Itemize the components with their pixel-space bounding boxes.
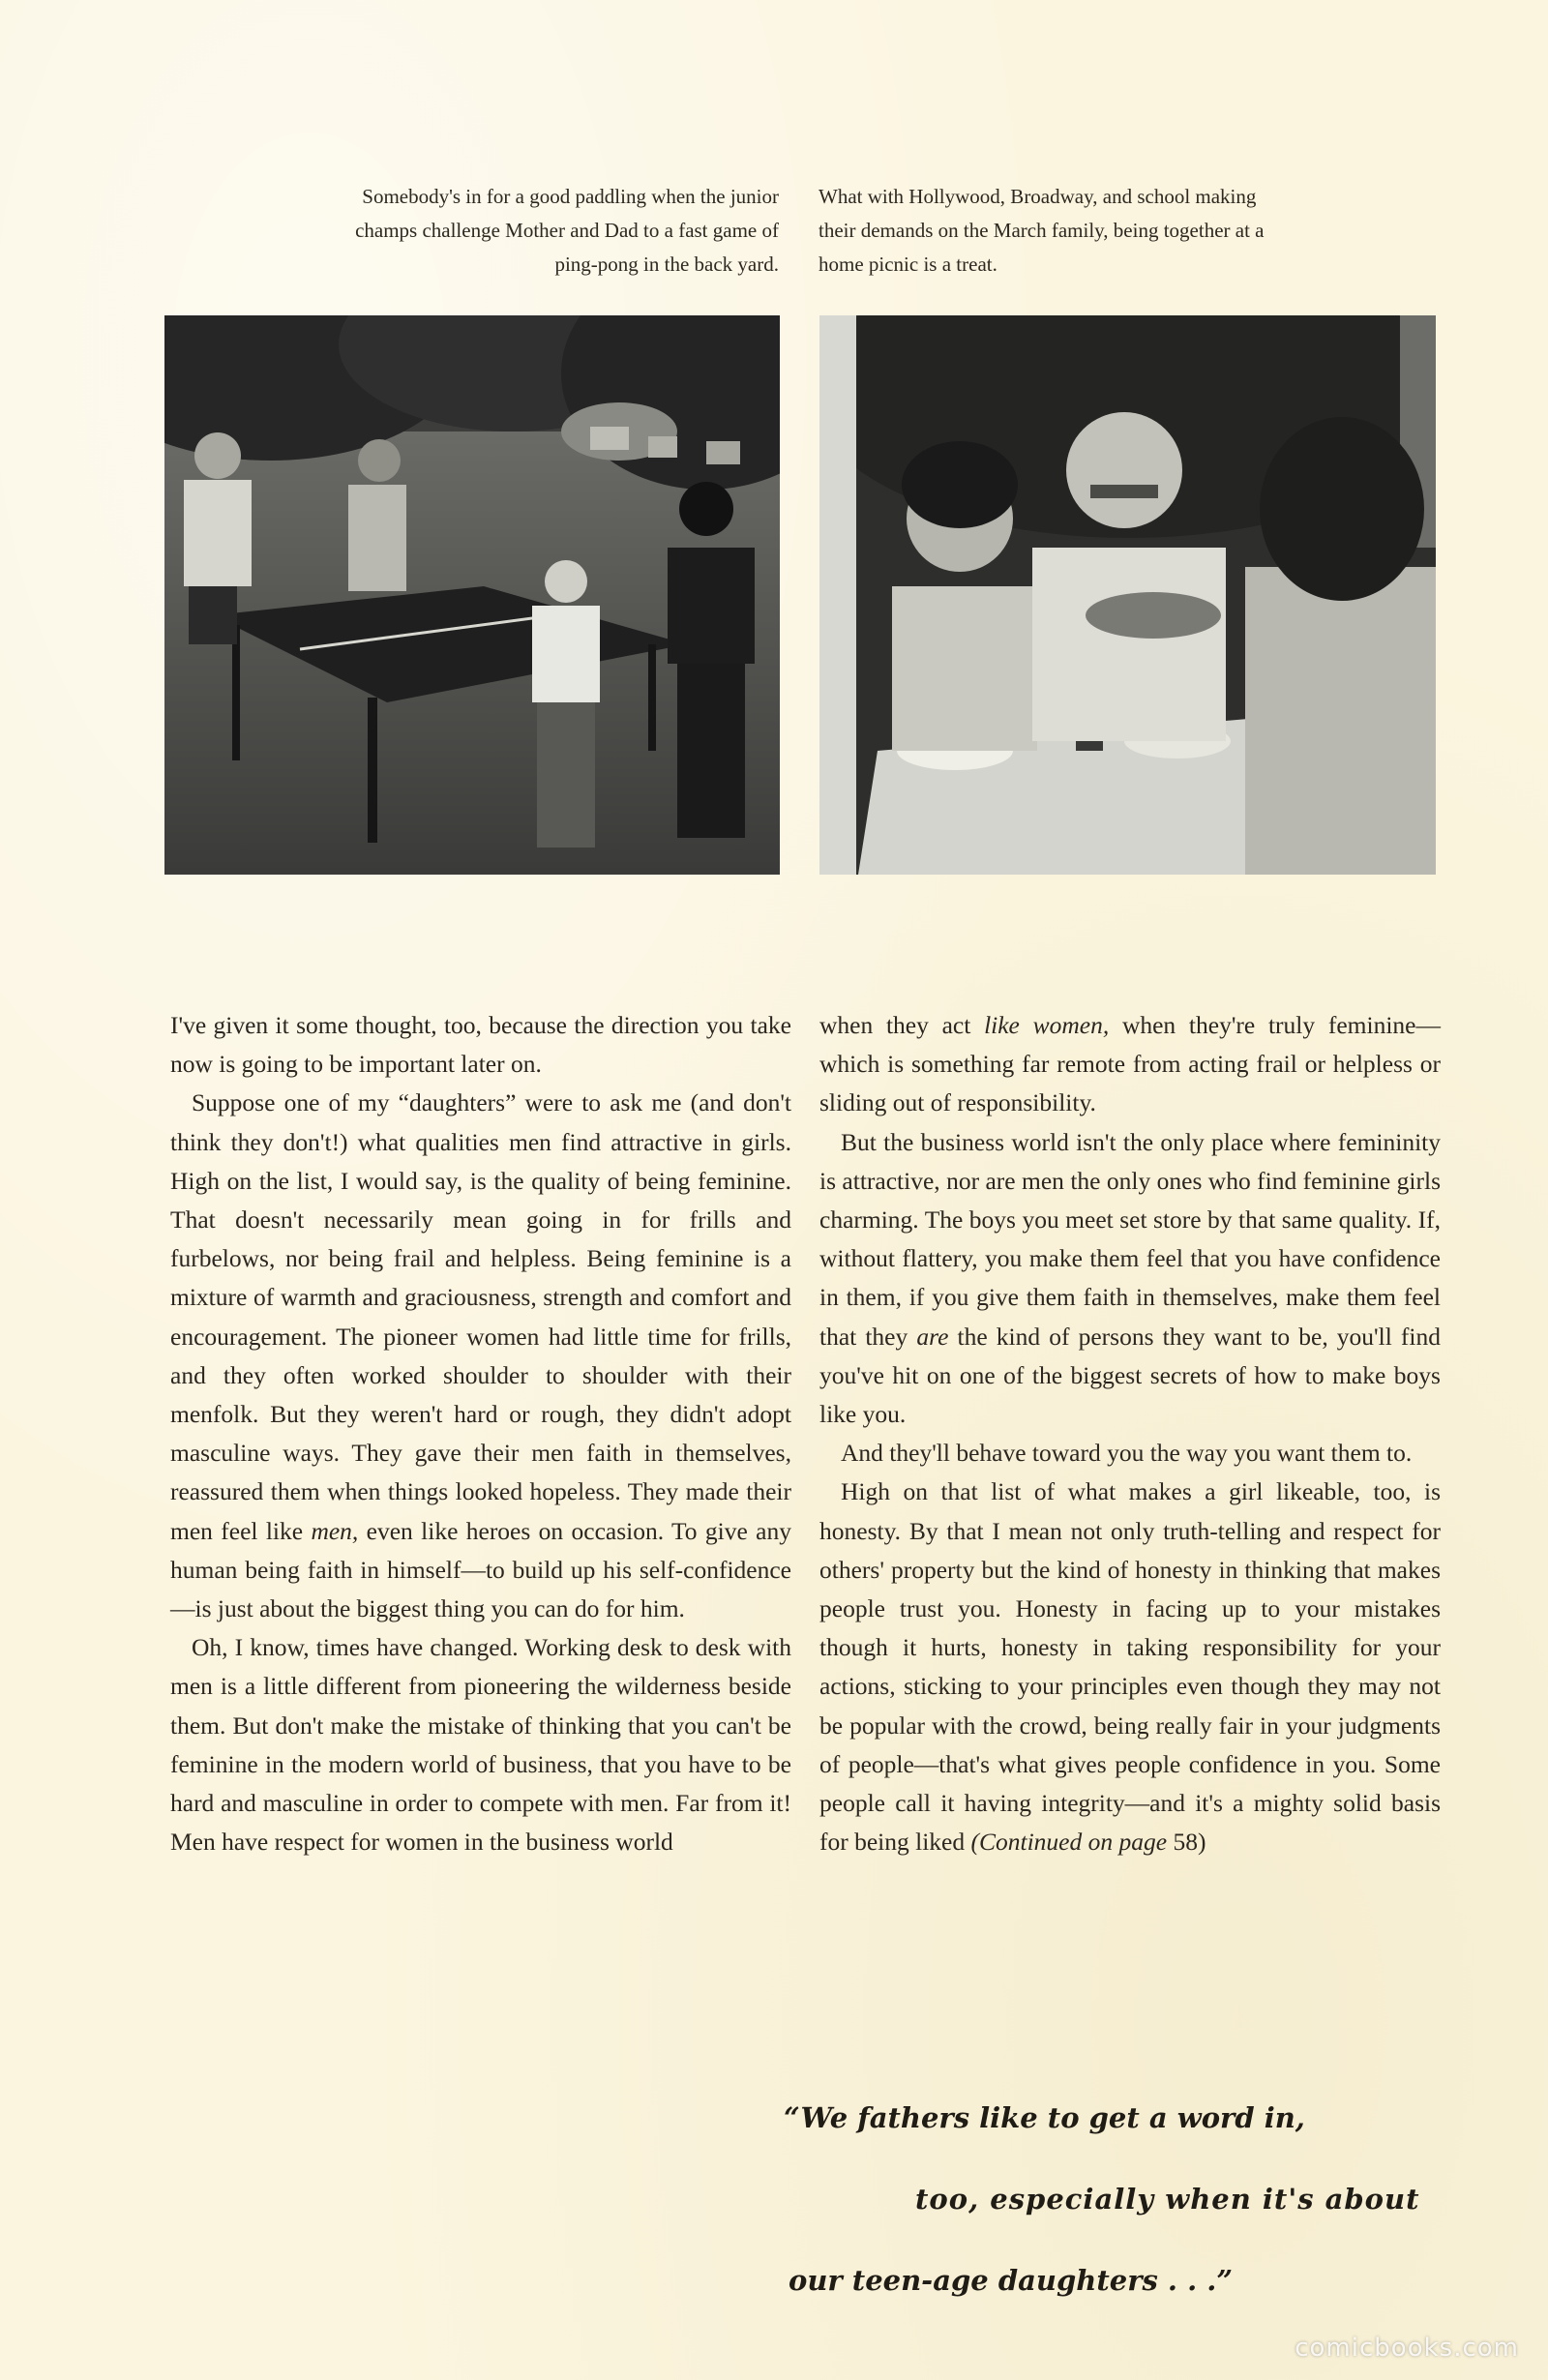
article-paragraph bbox=[819, 1006, 1441, 1123]
article-paragraph bbox=[819, 1473, 1441, 1861]
article-column-left bbox=[170, 1006, 791, 1861]
photo-caption-right: What with Hollywood, Broadway, and school making their demands on the March family, being together at a home picnic is a treat. bbox=[819, 185, 1265, 276]
emphasis-text: are bbox=[916, 1322, 949, 1351]
article-column-right bbox=[819, 1006, 1441, 1861]
continued-on-link[interactable]: (Continued on page bbox=[970, 1828, 1168, 1857]
article-paragraph bbox=[170, 1084, 791, 1628]
article-text: High on that list of what makes a girl likeable, too, is honesty. By that I mean not only truth-telling and respect for others' property but the kind of honesty in thinking that makes people trust you. Honesty in facing up to your mistakes though it hurts, honesty in taking responsibility for your actions, sticking to your principles even though they may not be popular with the crowd, being really fair in your judgments of people—that's what gives people confidence in you. Some people call it having integrity—and it's a mighty solid basis for being liked bbox=[819, 1477, 1441, 1857]
pull-quote-line-1: “We fathers like to get a word in, bbox=[784, 2101, 1305, 2134]
continued-page-number: 58) bbox=[1173, 1828, 1206, 1857]
photo-caption-left: Somebody's in for a good paddling when the junior champs challenge Mother and Dad to a fast game of ping-pong in the back yard. bbox=[355, 185, 779, 276]
pull-quote-line-3: our teen-age daughters . . .” bbox=[789, 2264, 1234, 2297]
ping-pong-photo bbox=[164, 315, 780, 875]
article-paragraph: I've given it some thought, too, because the direction you take now is going to be important later on. bbox=[170, 1011, 791, 1079]
article-text: the kind of persons they want to be, you'll find you've hit on one of the biggest secrets of how to make boys like you. bbox=[819, 1322, 1442, 1429]
article-text: But the business world isn't the only place where femininity is attractive, nor are men the only ones who find feminine girls charming. The boys you meet set store by that same quality. If, without flattery, you make them feel that you have confidence in them, if you give them faith in themselves, make them feel that they bbox=[819, 1127, 1441, 1351]
article-text: Suppose one of my “daughters” were to ask me (and don't think they don't!) what qualities men find attractive in girls. High on the list, I would say, is the quality of being feminine. That doesn't necessarily mean going in for frills and furbelows, nor being frail and helpless. Being feminine is a mixture of warmth and graciousness, strength and comfort and encouragement. The pioneer women had little time for frills, and they often worked shoulder to shoulder with their menfolk. But they weren't hard or rough, they didn't adopt masculine ways. They gave their men faith in themselves, reassured them when things looked hopeless. They made their men feel like bbox=[170, 1088, 791, 1545]
site-watermark: comicbooks.com bbox=[1295, 2334, 1519, 2363]
article-paragraph: And they'll behave toward you the way you want them to. bbox=[841, 1439, 1413, 1468]
article-text: when they're truly feminine—which is something far remote from acting frail or helpless or sliding out of responsibility. bbox=[819, 1011, 1441, 1117]
article-text: even like heroes on occasion. To give any human being faith in himself—to build up his self-confidence—is just about the biggest thing you can do for him. bbox=[170, 1516, 791, 1623]
emphasis-text: men, bbox=[311, 1516, 359, 1545]
pull-quote-line-2: too, especially when it's about bbox=[915, 2183, 1420, 2216]
emphasis-text: like women, bbox=[984, 1011, 1110, 1039]
article-text: when they act bbox=[819, 1011, 985, 1039]
article-paragraph: Oh, I know, times have changed. Working desk to desk with men is a little different from pioneering the wilderness beside them. But don't make the mistake of thinking that you can't be feminine in the modern world of business, that you have to be hard and masculine in order to compete with men. Far from it! Men have respect for women in the business world bbox=[170, 1633, 791, 1857]
article-paragraph bbox=[819, 1123, 1441, 1435]
family-picnic-photo bbox=[819, 315, 1436, 875]
